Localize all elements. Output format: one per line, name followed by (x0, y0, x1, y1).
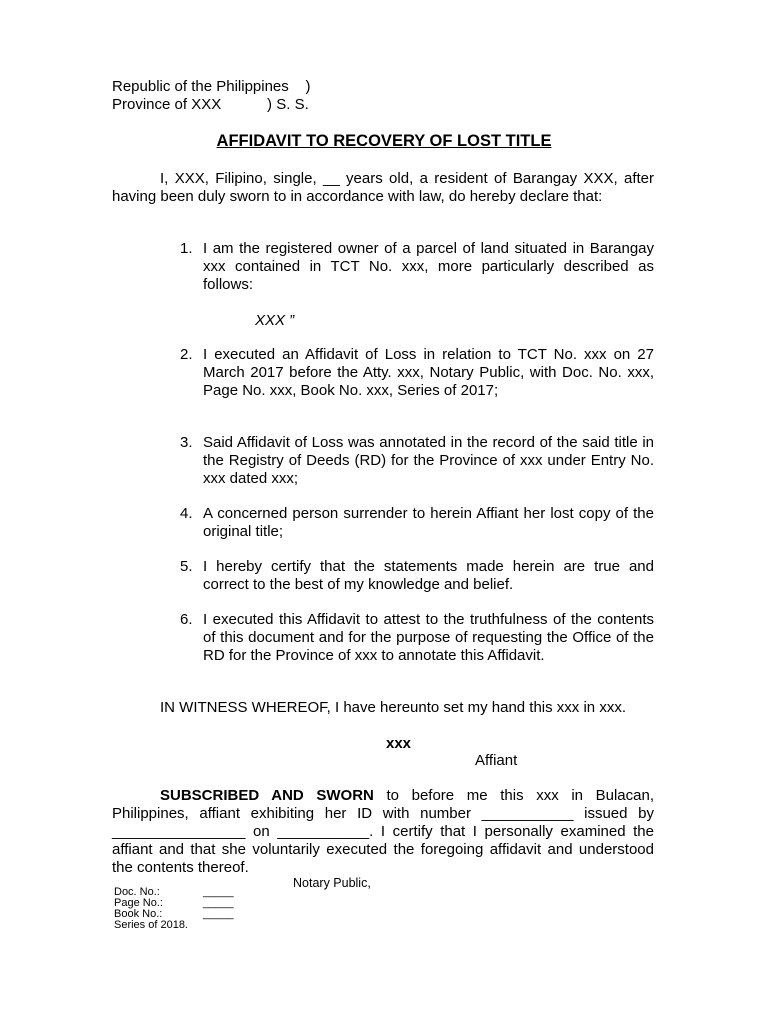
item-text: Said Affidavit of Loss was annotated in the record of the said title in the Registry of Deeds (RD) for the Province of xxx under Entry No. xxx dated xxx; (203, 434, 654, 487)
venue-line-province: Province of XXX ) S. S. (112, 96, 309, 113)
venue-line-republic: Republic of the Philippines ) (112, 78, 311, 95)
item-3 (180, 434, 654, 488)
jurat-text: to before me this xxx in Bulacan, Philippines, affiant exhibiting her ID with number ___________ issued by ________________ on ___________. I certify that I personally examined the affiant and that she voluntarily executed the foregoing affidavit and understood the contents thereof. (112, 787, 654, 876)
item-number: 4. (180, 505, 193, 522)
item-number: 3. (180, 434, 193, 451)
property-description: XXX ” (255, 312, 295, 329)
item-number: 5. (180, 558, 193, 575)
item-number: 1. (180, 240, 193, 257)
intro-paragraph: I, XXX, Filipino, single, __ years old, a resident of Barangay XXX, after having been duly sworn to in accordance with law, do hereby declare that: (112, 170, 654, 205)
register-label: Doc. No.: (114, 886, 160, 898)
item-number: 2. (180, 346, 193, 363)
register-label: Series of 2018. (114, 919, 188, 931)
item-text: A concerned person surrender to herein Affiant her lost copy of the original title; (203, 505, 654, 540)
document-title: AFFIDAVIT TO RECOVERY OF LOST TITLE (216, 132, 552, 150)
register-blank: _____ (203, 897, 234, 909)
witness-paragraph: IN WITNESS WHEREOF, I have hereunto set my hand this xxx in xxx. (160, 699, 626, 716)
notary-public-label: Notary Public, (293, 876, 371, 890)
affiant-label: Affiant (475, 752, 518, 769)
item-6 (180, 611, 654, 665)
affiant-name: xxx (386, 735, 412, 752)
register-blank: _____ (203, 908, 234, 920)
jurat-paragraph (112, 787, 654, 877)
item-5 (180, 558, 654, 594)
item-1 (180, 240, 654, 294)
item-text: I hereby certify that the statements made herein are true and correct to the best of my knowledge and belief. (203, 558, 654, 593)
register-label: Book No.: (114, 908, 163, 920)
item-2 (180, 346, 654, 400)
item-number: 6. (180, 611, 193, 628)
item-text: I executed this Affidavit to attest to the truthfulness of the contents of this document and for the purpose of requesting the Office of the RD for the Province of xxx to annotate this Affidavit. (203, 611, 654, 664)
item-4 (180, 505, 654, 541)
register-blank (203, 920, 239, 931)
item-text: I am the registered owner of a parcel of land situated in Barangay xxx contained in TCT No. xxx, more particularly described as follows: (203, 240, 654, 293)
register-blank: _____ (203, 886, 234, 898)
venue-block (112, 78, 310, 114)
jurat-lead: SUBSCRIBED AND SWORN (160, 787, 374, 804)
notarial-register (114, 887, 239, 931)
item-text: I executed an Affidavit of Loss in relation to TCT No. xxx on 27 March 2017 before the Atty. xxx, Notary Public, with Doc. No. xxx, Page No. xxx, Book No. xxx, Series of 2017; (203, 346, 654, 399)
register-label: Page No.: (114, 897, 163, 909)
register-row-series (114, 920, 239, 931)
